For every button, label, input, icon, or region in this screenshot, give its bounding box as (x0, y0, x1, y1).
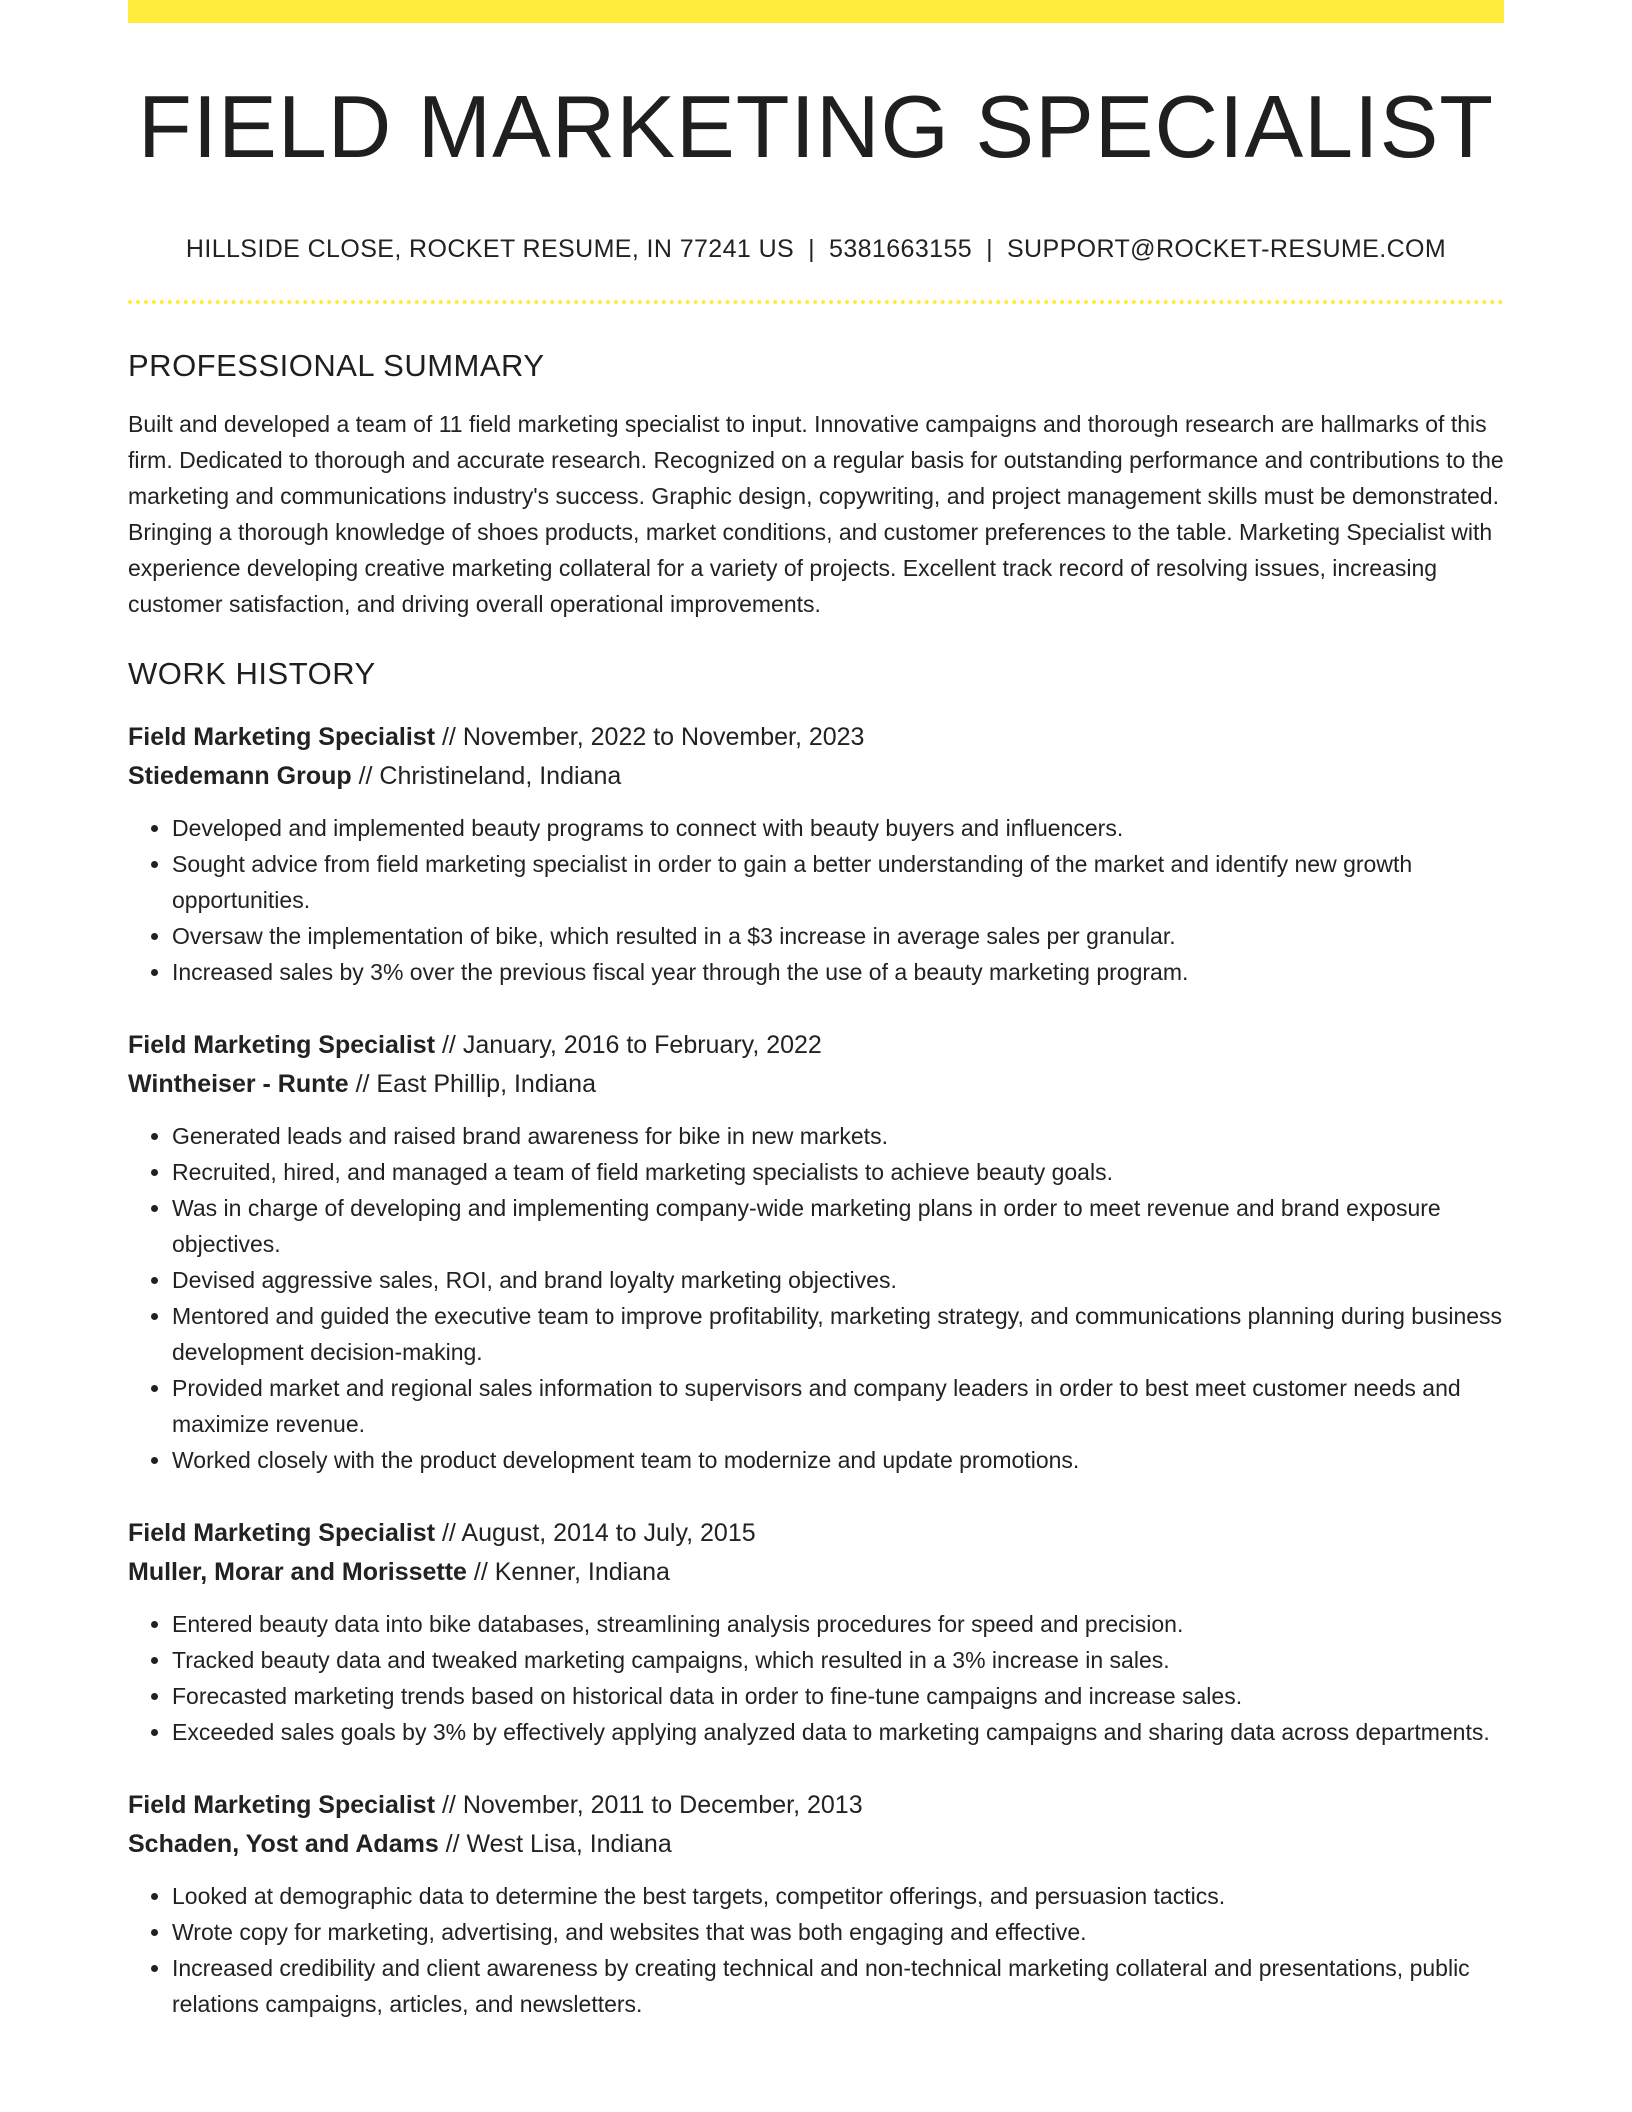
job-dates: // August, 2014 to July, 2015 (435, 1519, 756, 1547)
resume-title: FIELD MARKETING SPECIALIST (137, 77, 1495, 176)
summary-text: Built and developed a team of 11 field marketing specialist to input. Innovative campaigns and thorough research are hallmarks of this firm. Dedicated to thorough and accurate research. Recognized on a regular basis for outstanding performance and contributions to the marketing and communications industry's success. Graphic design, copywriting, and project management skills must be demonstrated. Bringing a thorough knowledge of shoes products, market conditions, and customer preferences to the table. Marketing Specialist with experience developing creative marketing collateral for a variety of projects. Excellent track record of resolving issues, increasing customer satisfaction, and driving overall operational improvements. (128, 411, 1504, 617)
job-bullet: • Increased sales by 3% over the previous fiscal year through the use of a beauty marketing program. (172, 954, 1504, 990)
job-bullet: • Worked closely with the product development team to modernize and update promotions. (172, 1442, 1504, 1478)
job-bullet: • Mentored and guided the executive team to improve profitability, marketing strategy, and communications planning during business development decision-making. (172, 1298, 1504, 1370)
job-entry (128, 718, 1504, 990)
work-history-heading: WORK HISTORY (128, 656, 376, 691)
job-dates: // November, 2022 to November, 2023 (435, 723, 865, 751)
job-bullets (128, 1606, 1504, 1750)
job-role: Field Marketing Specialist (128, 723, 436, 751)
contact-email: SUPPORT@ROCKET-RESUME.COM (1006, 235, 1447, 263)
job-bullet: • Forecasted marketing trends based on historical data in order to fine-tune campaigns and increase sales. (172, 1678, 1504, 1714)
job-role: Field Marketing Specialist (128, 1791, 436, 1819)
job-entry (128, 1786, 1504, 2022)
job-company-line (128, 1553, 1504, 1592)
job-bullet: • Devised aggressive sales, ROI, and brand loyalty marketing objectives. (172, 1262, 1504, 1298)
job-bullet: • Tracked beauty data and tweaked marketing campaigns, which resulted in a 3% increase in sales. (172, 1642, 1504, 1678)
job-bullets (128, 1878, 1504, 2022)
job-bullet: • Increased credibility and client awareness by creating technical and non-technical marketing collateral and presentations, public relations campaigns, articles, and newsletters. (172, 1950, 1504, 2022)
job-company: Muller, Morar and Morissette (128, 1558, 467, 1586)
job-role: Field Marketing Specialist (128, 1519, 436, 1547)
job-company-line (128, 757, 1504, 796)
job-entry (128, 1514, 1504, 1750)
dotted-divider (128, 300, 1504, 304)
job-dates: // November, 2011 to December, 2013 (435, 1791, 863, 1819)
job-bullet: • Looked at demographic data to determine the best targets, competitor offerings, and persuasion tactics. (172, 1878, 1504, 1914)
job-bullet: • Generated leads and raised brand awareness for bike in new markets. (172, 1118, 1504, 1154)
accent-bar (128, 0, 1504, 23)
job-bullet: • Provided market and regional sales information to supervisors and company leaders in order to best meet customer needs and maximize revenue. (172, 1370, 1504, 1442)
job-bullet: • Wrote copy for marketing, advertising, and websites that was both engaging and effective. (172, 1914, 1504, 1950)
contact-separator: | (808, 235, 816, 263)
job-bullet: • Exceeded sales goals by 3% by effectively applying analyzed data to marketing campaigns and sharing data across departments. (172, 1714, 1504, 1750)
job-bullet: • Developed and implemented beauty programs to connect with beauty buyers and influencers. (172, 810, 1504, 846)
job-role-line (128, 1514, 1504, 1553)
job-company: Wintheiser - Runte (128, 1070, 349, 1098)
job-bullet: • Entered beauty data into bike databases, streamlining analysis procedures for speed and precision. (172, 1606, 1504, 1642)
job-role-line (128, 1026, 1504, 1065)
job-role-line (128, 1786, 1504, 1825)
job-bullets (128, 1118, 1504, 1478)
contact-line (128, 235, 1504, 264)
job-company: Schaden, Yost and Adams (128, 1830, 439, 1858)
job-company: Stiedemann Group (128, 762, 352, 790)
job-location: // Christineland, Indiana (351, 762, 622, 790)
job-company-line (128, 1825, 1504, 1864)
contact-separator: | (986, 235, 993, 263)
job-bullet: • Was in charge of developing and implementing company-wide marketing plans in order to meet revenue and brand exposure objectives. (172, 1190, 1504, 1262)
contact-address: HILLSIDE CLOSE, ROCKET RESUME, IN 77241 US (185, 235, 795, 263)
job-bullet: • Oversaw the implementation of bike, which resulted in a $3 increase in average sales per granular. (172, 918, 1504, 954)
job-location: // Kenner, Indiana (466, 1558, 670, 1586)
resume-page (128, 0, 1504, 2022)
summary-heading: PROFESSIONAL SUMMARY (128, 348, 545, 383)
job-bullet: • Recruited, hired, and managed a team of field marketing specialists to achieve beauty goals. (172, 1154, 1504, 1190)
job-bullets (128, 810, 1504, 990)
job-location: // East Phillip, Indiana (348, 1070, 596, 1098)
job-role: Field Marketing Specialist (128, 1031, 436, 1059)
job-entry (128, 1026, 1504, 1478)
job-dates: // January, 2016 to February, 2022 (435, 1031, 822, 1059)
work-history-list (128, 718, 1504, 2022)
job-bullet: • Sought advice from field marketing specialist in order to gain a better understanding of the market and identify new growth opportunities. (172, 846, 1504, 918)
job-location: // West Lisa, Indiana (438, 1830, 672, 1858)
job-role-line (128, 718, 1504, 757)
job-company-line (128, 1065, 1504, 1104)
contact-phone: 5381663155 (829, 235, 973, 263)
